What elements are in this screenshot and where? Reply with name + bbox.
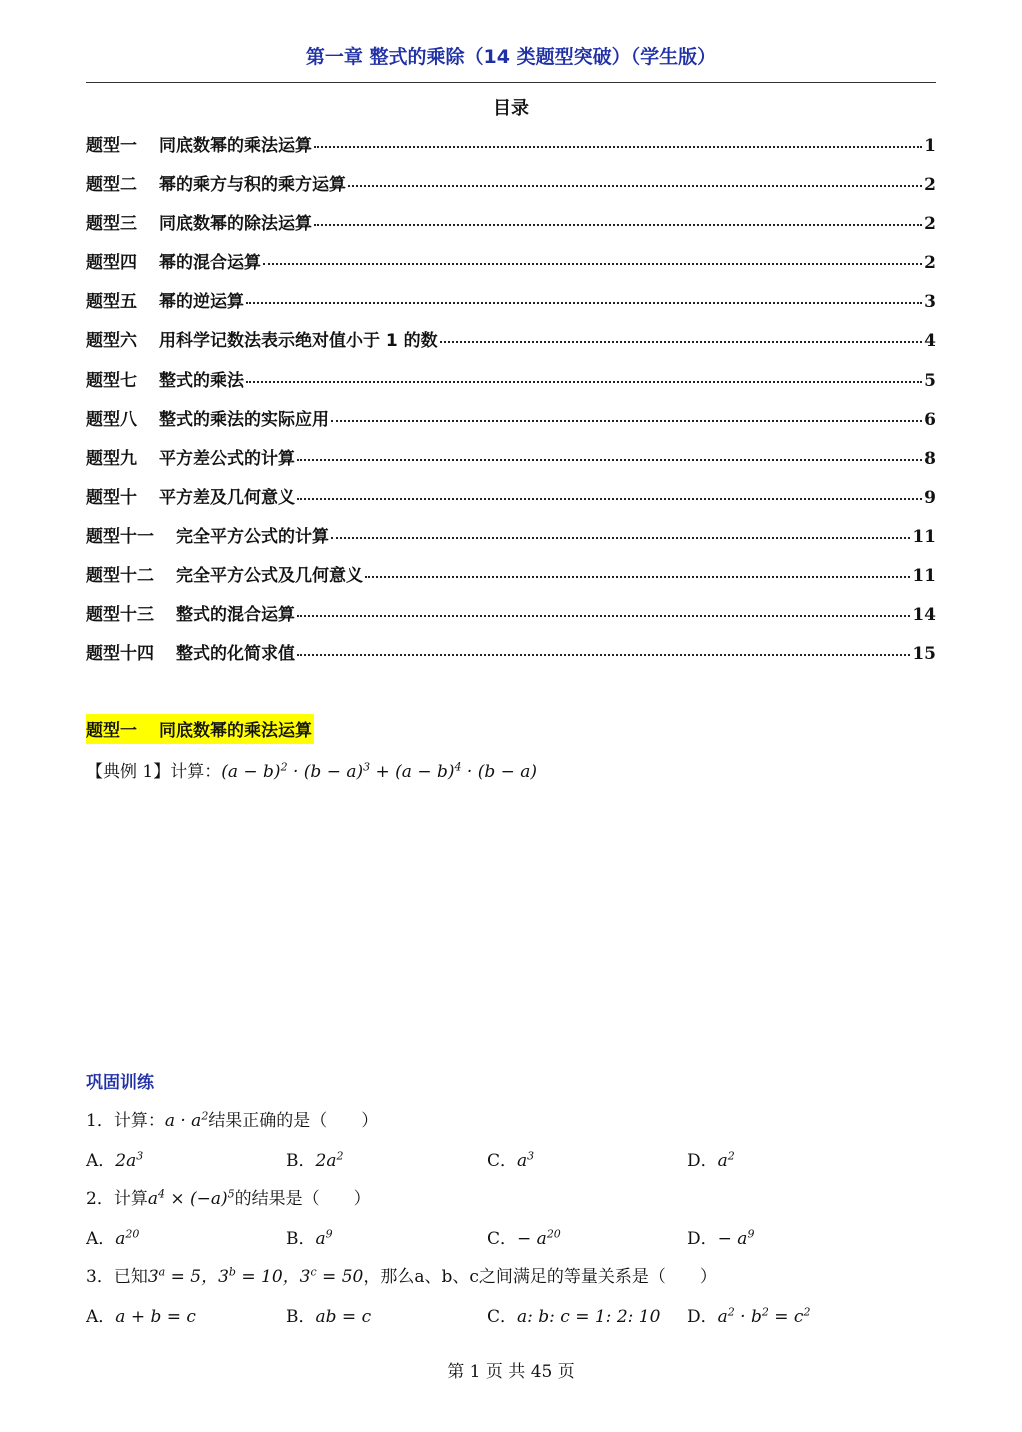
toc-item-page: 11 <box>912 566 936 587</box>
toc-item[interactable] <box>86 600 936 639</box>
toc-item-number: 题型三 <box>86 214 137 235</box>
option-a[interactable]: A．a + b = c <box>86 1307 196 1327</box>
option-d[interactable]: D．− $a^9$ <box>687 1227 755 1249</box>
section-number: 题型一 <box>86 721 137 741</box>
option-b[interactable]: B．$a^9$ <box>286 1227 333 1249</box>
toc-item[interactable] <box>86 248 936 287</box>
toc-item-page: 2 <box>924 175 936 196</box>
section-title: 同底数幂的乘法运算 <box>159 721 312 741</box>
toc-item-page: 6 <box>924 409 936 430</box>
toc-item[interactable] <box>86 405 936 444</box>
toc-dot-leader <box>246 301 922 304</box>
option-b[interactable]: B．ab = c <box>286 1307 372 1327</box>
option-a[interactable]: A．$a^{20}$ <box>86 1227 140 1249</box>
option-c[interactable]: C．a: b: c = 1: 2: 10 <box>487 1307 661 1327</box>
toc-item-number: 题型十三 <box>86 605 154 626</box>
toc-item[interactable] <box>86 522 936 561</box>
question-2: 2．计算$a^4 \times (-a)^5$的结果是（ ） <box>86 1187 371 1209</box>
example-label: 【典例 1】计算： <box>86 762 222 782</box>
toc-item-page: 8 <box>924 448 936 469</box>
toc-item-title: 同底数幂的除法运算 <box>159 214 312 235</box>
toc-item-title: 幂的逆运算 <box>159 292 244 313</box>
toc-item-title: 幂的混合运算 <box>159 253 261 274</box>
toc-item-number: 题型四 <box>86 253 137 274</box>
toc-item-title: 完全平方公式及几何意义 <box>176 566 363 587</box>
toc-item-number: 题型二 <box>86 175 137 196</box>
toc-dot-leader <box>297 614 910 617</box>
toc-item-title: 同底数幂的乘法运算 <box>159 136 312 156</box>
toc-item-number: 题型七 <box>86 370 137 391</box>
toc-item-title: 平方差公式的计算 <box>159 448 295 469</box>
question-math: $a^4 \times (-a)^5$ <box>147 1187 235 1209</box>
toc-item-title: 幂的乘方与积的乘方运算 <box>159 175 346 196</box>
toc-item-page: 4 <box>924 331 936 352</box>
toc-item[interactable] <box>86 561 936 600</box>
table-of-contents <box>86 131 936 678</box>
toc-dot-leader <box>297 458 922 461</box>
toc-item-number: 题型十 <box>86 487 137 508</box>
toc-item-page: 9 <box>924 487 936 508</box>
page-footer: 第 1 页 共 45 页 <box>447 1362 575 1382</box>
document-header-title: 第一章 整式的乘除（14 类题型突破）（学生版） <box>305 46 717 68</box>
toc-item[interactable] <box>86 639 936 678</box>
option-c[interactable]: C．− $a^{20}$ <box>487 1227 561 1249</box>
toc-dot-leader <box>365 575 910 578</box>
option-d[interactable]: D．$a^2 \cdot b^2 = c^2$ <box>687 1305 811 1327</box>
toc-dot-leader <box>314 145 922 148</box>
toc-heading: 目录 <box>493 98 529 119</box>
option-b[interactable]: B．$2a^2$ <box>286 1149 344 1171</box>
toc-item[interactable] <box>86 326 936 365</box>
toc-dot-leader <box>440 340 922 343</box>
question-1: 1．计算：$a \cdot a^2$结果正确的是（ ） <box>86 1109 379 1131</box>
toc-dot-leader <box>348 184 922 187</box>
toc-item[interactable] <box>86 131 936 170</box>
toc-item[interactable] <box>86 170 936 209</box>
toc-item[interactable] <box>86 483 936 522</box>
toc-dot-leader <box>331 419 922 422</box>
toc-item-title: 整式的乘法 <box>159 370 244 391</box>
question-3: 3．已知$3^a = 5$，$3^b = 10$，$3^c = 50$，那么a、b、c之间满足的等量关系是（ ） <box>86 1265 717 1287</box>
question-math: $a \cdot a^2$ <box>164 1109 209 1131</box>
toc-item-page: 5 <box>924 370 936 391</box>
toc-dot-leader <box>263 262 922 265</box>
toc-dot-leader <box>297 653 910 656</box>
toc-item-page: 14 <box>912 605 936 626</box>
toc-item-page: 3 <box>924 292 936 313</box>
toc-item-number: 题型九 <box>86 448 137 469</box>
toc-item-title: 整式的化简求值 <box>176 644 295 665</box>
toc-item-title: 用科学记数法表示绝对值小于 1 的数 <box>159 331 438 352</box>
toc-item-page: 11 <box>912 526 936 547</box>
toc-item[interactable] <box>86 366 936 405</box>
toc-dot-leader <box>246 380 922 383</box>
toc-item[interactable] <box>86 287 936 326</box>
toc-item[interactable] <box>86 444 936 483</box>
toc-item-page: 15 <box>912 644 936 665</box>
toc-item-number: 题型八 <box>86 409 137 430</box>
toc-item-number: 题型六 <box>86 331 137 352</box>
toc-item-title: 完全平方公式的计算 <box>176 526 329 547</box>
toc-item-page: 2 <box>924 214 936 235</box>
practice-heading: 巩固训练 <box>86 1073 154 1093</box>
toc-item-page: 1 <box>924 136 936 156</box>
toc-dot-leader <box>331 536 910 539</box>
toc-item-number: 题型十四 <box>86 644 154 665</box>
option-a[interactable]: A．$2a^3$ <box>86 1149 144 1171</box>
section-heading <box>86 714 314 744</box>
toc-item-title: 整式的混合运算 <box>176 605 295 626</box>
toc-item-number: 题型十二 <box>86 566 154 587</box>
toc-item-number: 题型十一 <box>86 526 154 547</box>
toc-item-number: 题型一 <box>86 136 137 156</box>
toc-item-title: 平方差及几何意义 <box>159 487 295 508</box>
example-expression: $(a - b)^2 \cdot (b - a)^3 + (a - b)^4 \cdot (b - a)$ <box>221 760 538 782</box>
question-math: $3^a = 5$，$3^b = 10$，$3^c = 50$ <box>147 1265 364 1287</box>
example-problem <box>86 757 537 782</box>
toc-item[interactable] <box>86 209 936 248</box>
toc-item-title: 整式的乘法的实际应用 <box>159 409 329 430</box>
toc-item-number: 题型五 <box>86 292 137 313</box>
option-d[interactable]: D．$a^2$ <box>687 1149 735 1171</box>
option-c[interactable]: C．$a^3$ <box>487 1149 535 1171</box>
toc-item-page: 2 <box>924 253 936 274</box>
toc-dot-leader <box>314 223 922 226</box>
header-divider <box>86 82 936 83</box>
toc-dot-leader <box>297 497 922 500</box>
